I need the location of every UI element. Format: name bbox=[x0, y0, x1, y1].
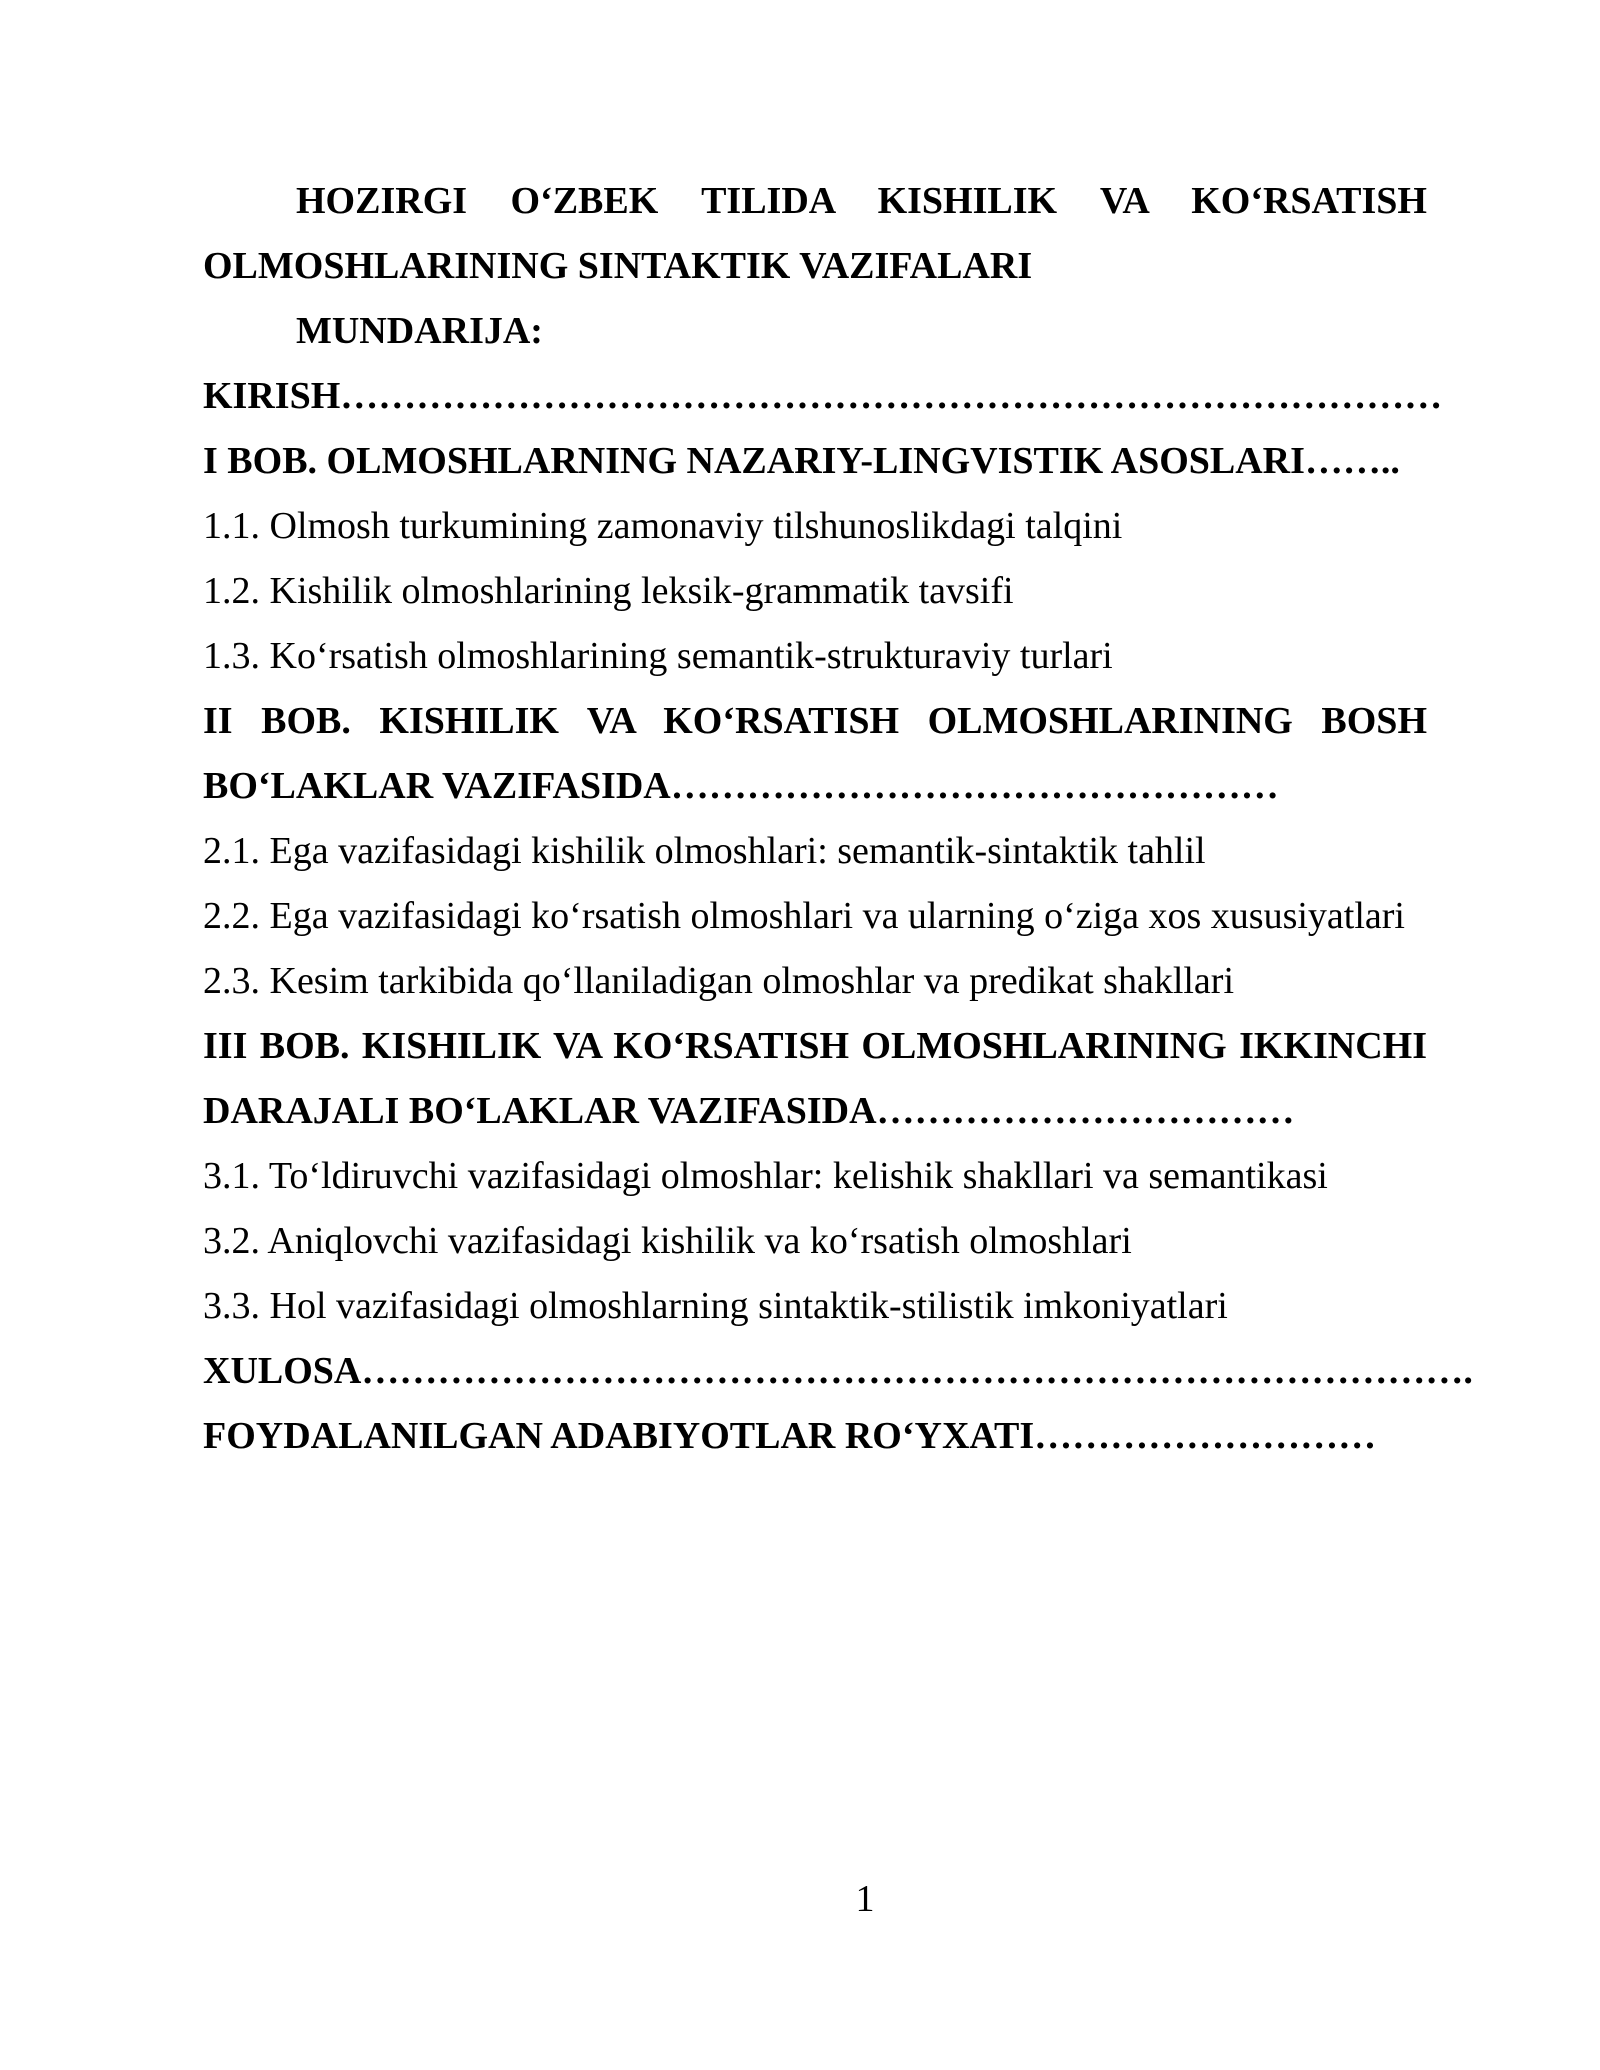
toc-item-1-3: 1.3. Ko‘rsatish olmoshlarining semantik-strukturaviy turlari bbox=[203, 635, 1113, 677]
toc-entry-xulosa: XULOSA……………………………………………………………………………. bbox=[203, 1350, 1473, 1392]
toc-item-2-1: 2.1. Ega vazifasidagi kishilik olmoshlari: semantik-sintaktik tahlil bbox=[203, 830, 1206, 872]
toc-entry-adabiyotlar: FOYDALANILGAN ADABIYOTLAR RO‘YXATI……………………… bbox=[203, 1415, 1377, 1457]
toc-item-3-3: 3.3. Hol vazifasidagi olmoshlarning sintaktik-stilistik imkoniyatlari bbox=[203, 1285, 1228, 1327]
toc-item-2-2: 2.2. Ega vazifasidagi ko‘rsatish olmoshlari va ularning o‘ziga xos xususiyatlari bbox=[203, 895, 1405, 937]
toc-item-1-2: 1.2. Kishilik olmoshlarining leksik-grammatik tavsifi bbox=[203, 570, 1014, 612]
toc-item-1-1: 1.1. Olmosh turkumining zamonaviy tilshunoslikdagi talqini bbox=[203, 505, 1123, 547]
page-number: 1 bbox=[855, 1878, 875, 1920]
toc-chapter-2-line-1: II BOB. KISHILIK VA KO‘RSATISH OLMOSHLARINING BOSH bbox=[203, 700, 1427, 742]
toc-chapter-3-line-2: DARAJALI BO‘LAKLAR VAZIFASIDA…………………………… bbox=[203, 1090, 1295, 1132]
table-of-contents bbox=[203, 169, 1473, 1469]
title-line-1: HOZIRGI O‘ZBEK TILIDA KISHILIK VA KO‘RSATISH bbox=[296, 180, 1427, 222]
toc-item-3-1: 3.1. To‘ldiruvchi vazifasidagi olmoshlar: kelishik shakllari va semantikasi bbox=[203, 1155, 1328, 1197]
toc-item-3-2: 3.2. Aniqlovchi vazifasidagi kishilik va ko‘rsatish olmoshlari bbox=[203, 1220, 1132, 1262]
toc-chapter-3-line-1: III BOB. KISHILIK VA KO‘RSATISH OLMOSHLARINING IKKINCHI bbox=[203, 1025, 1427, 1067]
toc-chapter-1: I BOB. OLMOSHLARNING NAZARIY-LINGVISTIK ASOSLARI…….. bbox=[203, 440, 1400, 482]
title-line-2: OLMOSHLARINING SINTAKTIK VAZIFALARI bbox=[203, 245, 1033, 287]
contents-heading: MUNDARIJA: bbox=[296, 310, 543, 352]
toc-entry-kirish: KIRISH…………………………………………………………………………… bbox=[203, 375, 1443, 417]
toc-item-2-3: 2.3. Kesim tarkibida qo‘llaniladigan olmoshlar va predikat shakllari bbox=[203, 960, 1235, 1002]
toc-chapter-2-line-2: BO‘LAKLAR VAZIFASIDA………………………………………… bbox=[203, 765, 1279, 807]
